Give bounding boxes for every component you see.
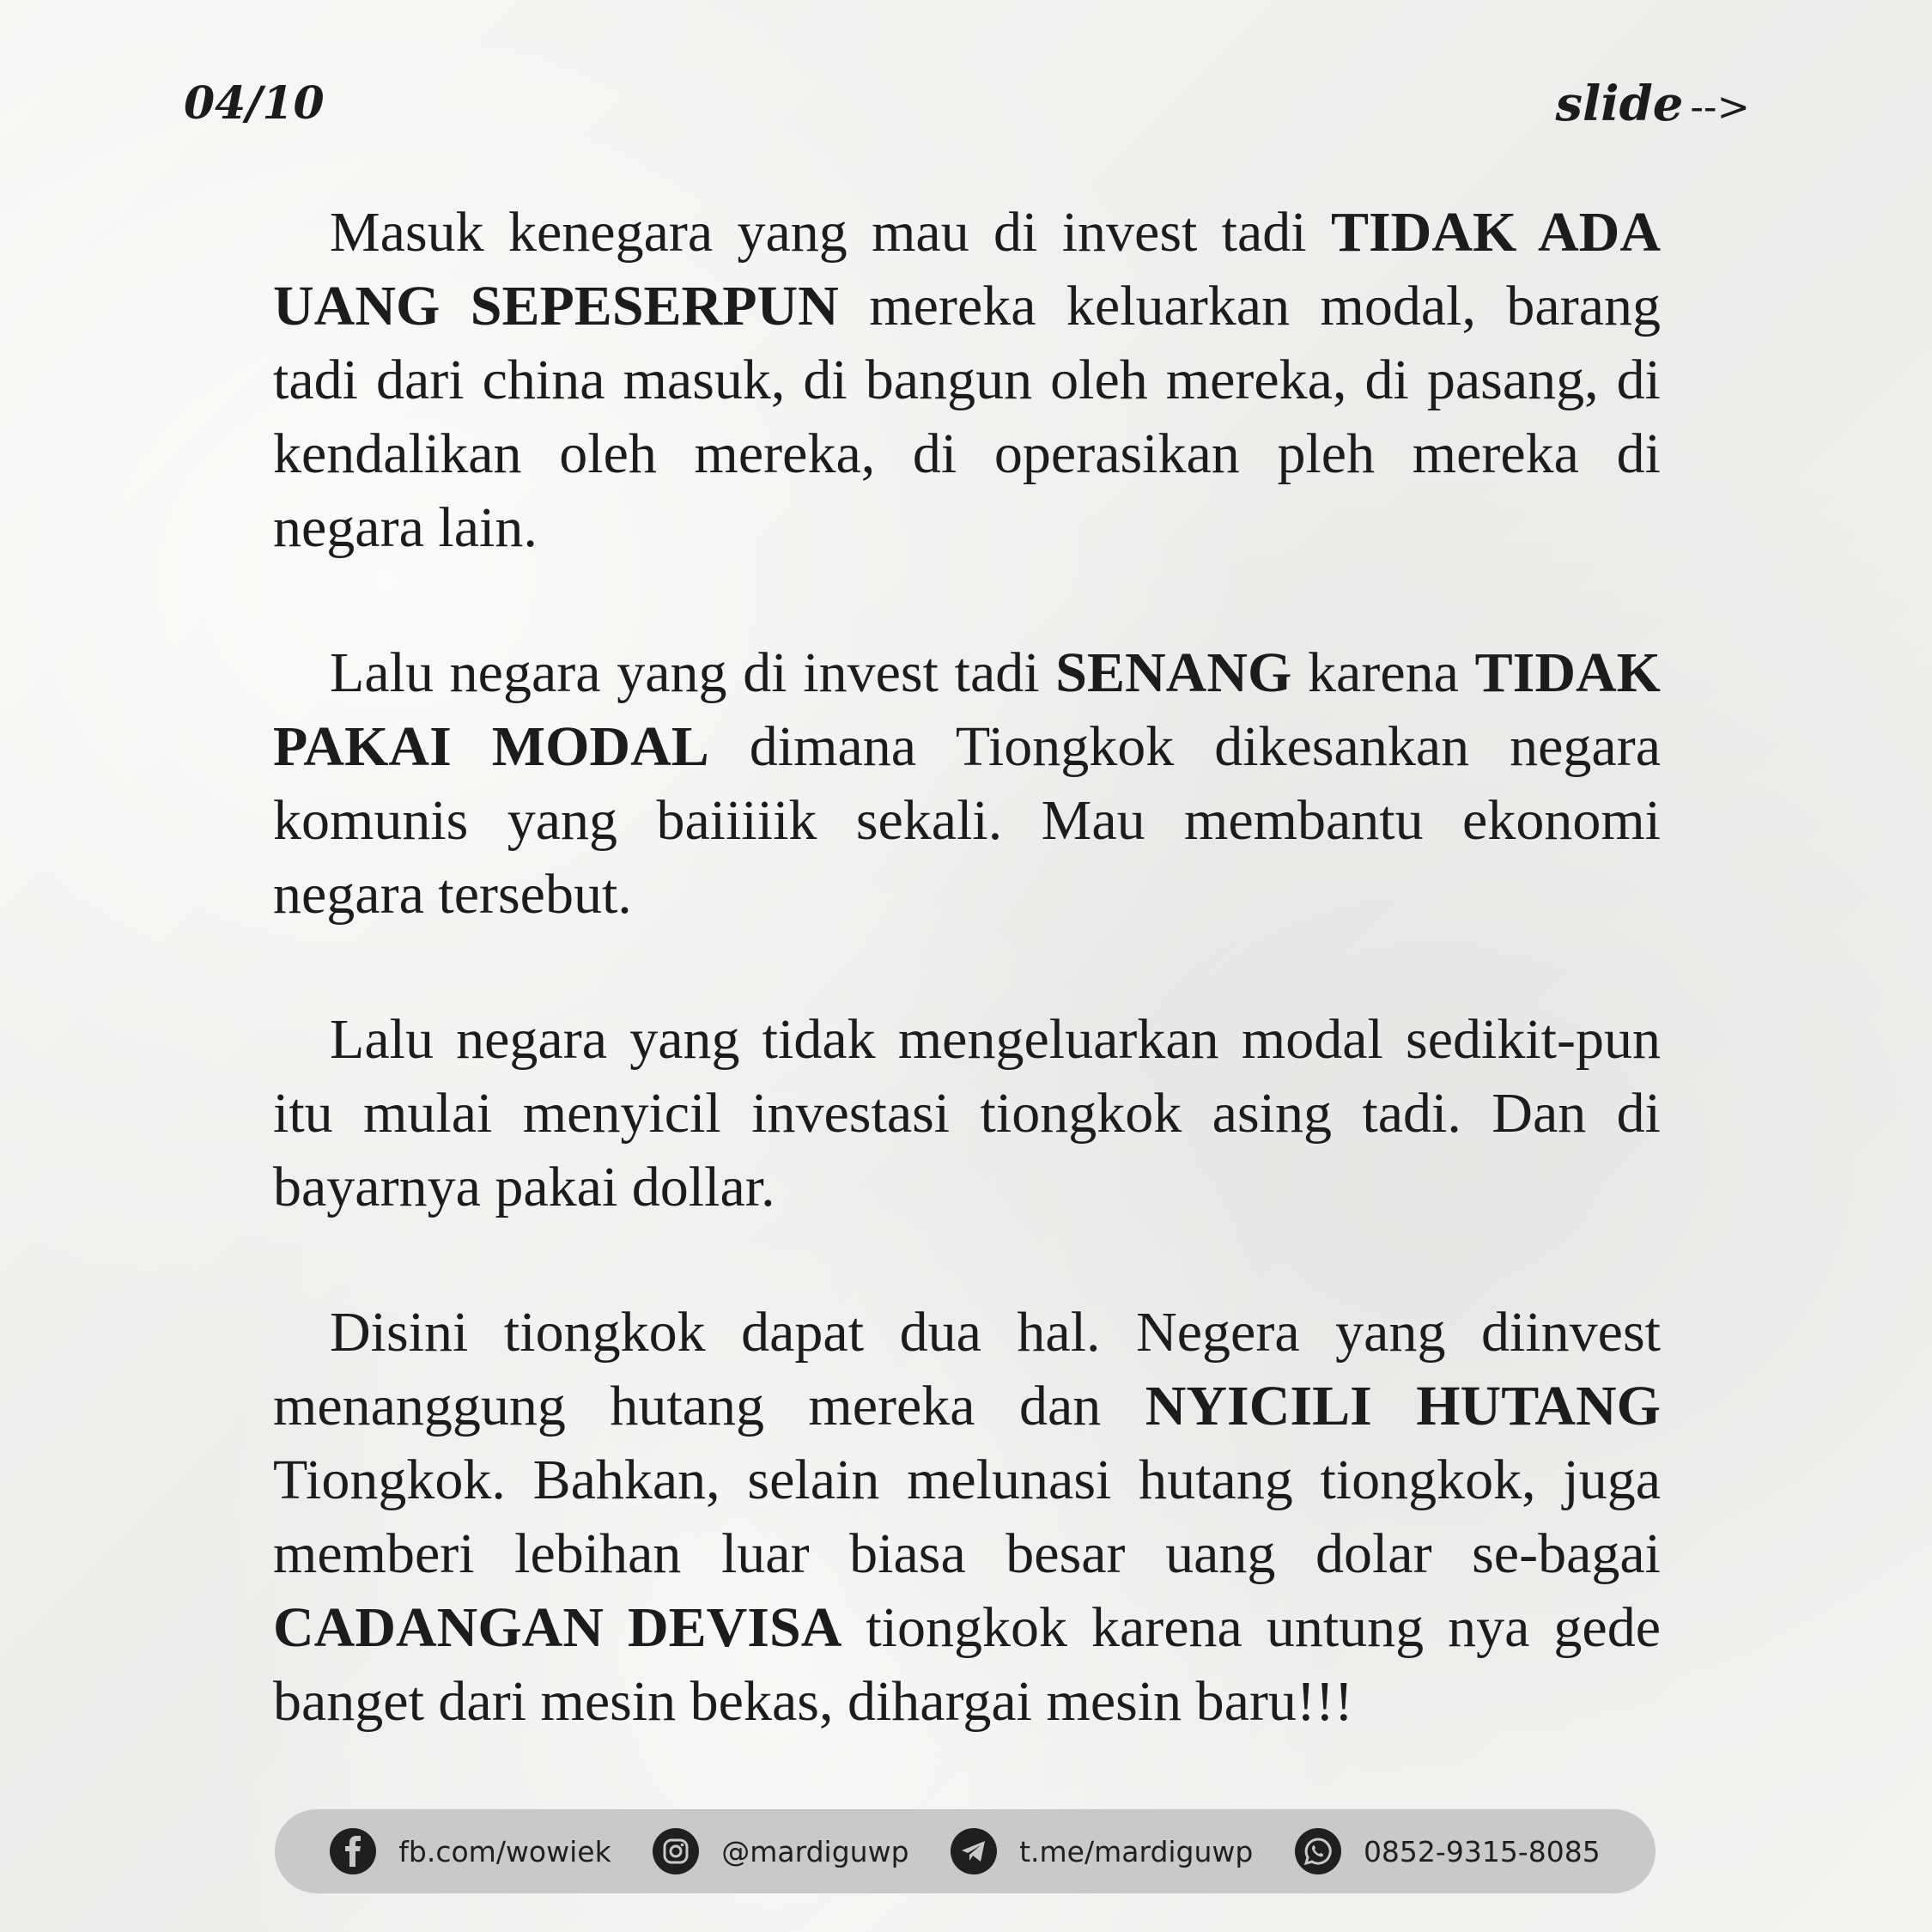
contact-instagram[interactable]: [653, 1828, 908, 1874]
facebook-icon: [330, 1828, 376, 1874]
emphasis-text: SENANG: [1055, 641, 1292, 704]
contact-telegram[interactable]: [951, 1828, 1253, 1874]
body-text: Tiongkok. Bahkan, selain melunasi hutang tiongkok, juga memberi lebihan luar biasa besar uang dolar se-bagai: [273, 1449, 1661, 1585]
next-slide-hint[interactable]: [1556, 76, 1751, 132]
body-text: dimana Tiongkok dikesankan negara komunis yang baiiiiik sekali. Mau membantu ekonomi negara tersebut.: [273, 715, 1661, 926]
facebook-label: fb.com/wowiek: [398, 1834, 611, 1868]
paragraph-1: [273, 196, 1661, 565]
body-text: karena: [1291, 641, 1475, 704]
emphasis-text: TIDAK ADA UANG SEPESERPUN: [273, 201, 1662, 337]
paragraph-2: [273, 636, 1661, 932]
body-text: Lalu negara yang di invest tadi: [330, 641, 1056, 704]
slide-number: 04/10: [184, 77, 325, 130]
slide-hint-label: slide: [1555, 76, 1684, 132]
contact-facebook[interactable]: [330, 1828, 611, 1874]
body-text: mereka keluarkan modal, barang tadi dari china masuk, di bangun oleh mereka, di pasang, di kendalikan oleh mereka, di operasikan pleh mereka di negara lain.: [273, 275, 1661, 559]
body-text: Disini tiongkok dapat dua hal. Negera yang diinvest menanggung hutang mereka dan: [273, 1301, 1661, 1437]
body-text: tiongkok karena untung nya gede banget dari mesin bekas, dihargai mesin baru!!!: [273, 1596, 1661, 1733]
article-body: [273, 196, 1661, 1810]
telegram-label: t.me/mardiguwp: [1019, 1834, 1254, 1868]
instagram-icon: [653, 1828, 699, 1874]
whatsapp-label: 0852-9315-8085: [1363, 1834, 1601, 1868]
emphasis-text: TIDAK PAKAI MODAL: [273, 641, 1661, 778]
paragraph-4: [273, 1296, 1661, 1739]
contact-whatsapp[interactable]: [1295, 1828, 1601, 1874]
social-contact-bar: [275, 1809, 1656, 1893]
emphasis-text: NYICILI HUTANG: [1145, 1375, 1662, 1437]
telegram-icon: [951, 1828, 997, 1874]
whatsapp-icon: [1295, 1828, 1341, 1874]
paragraph-3: [273, 1003, 1661, 1224]
emphasis-text: CADANGAN DEVISA: [273, 1596, 842, 1659]
instagram-label: @mardiguwp: [721, 1834, 909, 1868]
body-text: Lalu negara yang tidak mengeluarkan modal sedikit-pun itu mulai menyicil investasi tiongkok asing tadi. Dan di bayarnya pakai dollar.: [273, 1008, 1661, 1218]
arrow-right-icon: -->: [1690, 83, 1750, 130]
body-text: Masuk kenegara yang mau di invest tadi: [330, 201, 1331, 264]
